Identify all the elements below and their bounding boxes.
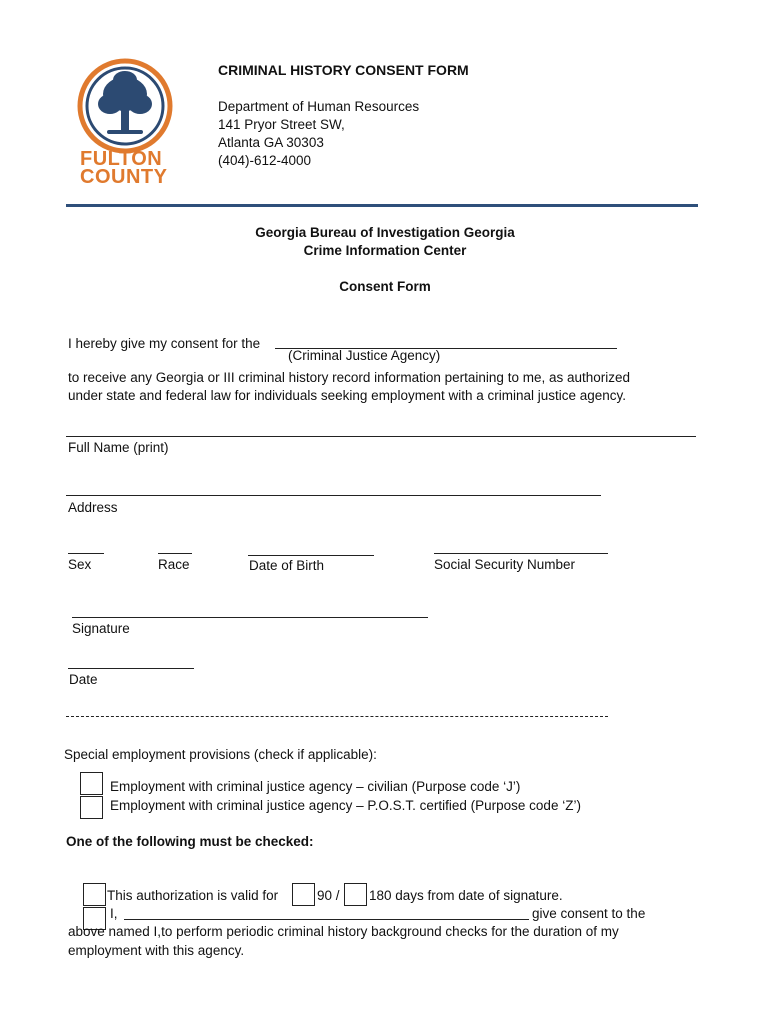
city-state-zip: Atlanta GA 30303 bbox=[218, 135, 324, 150]
address-line[interactable] bbox=[66, 495, 601, 496]
periodic-line3: employment with this agency. bbox=[68, 943, 245, 958]
authorization-checkbox[interactable] bbox=[83, 883, 106, 906]
race-label: Race bbox=[158, 557, 190, 572]
tree-seal-icon bbox=[75, 56, 175, 156]
full-name-line[interactable] bbox=[66, 436, 696, 437]
ssn-label: Social Security Number bbox=[434, 557, 576, 572]
periodic-prefix: I, bbox=[110, 906, 118, 921]
date-line[interactable] bbox=[68, 668, 194, 669]
dashed-separator bbox=[66, 716, 608, 717]
civilian-option-label: Employment with criminal justice agency – civilian (Purpose code ‘J’) bbox=[110, 779, 521, 794]
fulton-county-logo bbox=[70, 56, 180, 191]
required-heading: One of the following must be checked: bbox=[66, 834, 314, 849]
periodic-name-line[interactable] bbox=[124, 919, 529, 920]
dob-line[interactable] bbox=[248, 555, 374, 556]
dob-label: Date of Birth bbox=[249, 558, 325, 573]
one-eighty-days-label: 180 days from date of signature. bbox=[369, 888, 563, 903]
ssn-line[interactable] bbox=[434, 553, 608, 554]
consent-form-title: Consent Form bbox=[339, 279, 431, 294]
form-title: CRIMINAL HISTORY CONSENT FORM bbox=[218, 62, 469, 78]
authorization-prefix: This authorization is valid for bbox=[107, 888, 279, 903]
post-checkbox[interactable] bbox=[80, 796, 103, 819]
consent-intro: I hereby give my consent for the bbox=[68, 336, 261, 351]
agency-caption: (Criminal Justice Agency) bbox=[288, 348, 441, 363]
post-option-label: Employment with criminal justice agency – P.O.S.T. certified (Purpose code ‘Z’) bbox=[110, 798, 581, 813]
periodic-suffix: give consent to the bbox=[532, 906, 646, 921]
race-line[interactable] bbox=[158, 553, 192, 554]
logo-text-county: COUNTY bbox=[80, 166, 168, 188]
consent-body-line2: under state and federal law for individuals seeking employment with a criminal justice agency. bbox=[68, 388, 627, 403]
street-address: 141 Pryor Street SW, bbox=[218, 117, 345, 132]
sex-label: Sex bbox=[68, 557, 92, 572]
ninety-days-checkbox[interactable] bbox=[292, 883, 315, 906]
one-eighty-days-checkbox[interactable] bbox=[344, 883, 367, 906]
phone-number: (404)-612-4000 bbox=[218, 153, 312, 168]
address-label: Address bbox=[68, 500, 118, 515]
date-label: Date bbox=[69, 672, 98, 687]
ninety-days-label: 90 / bbox=[317, 888, 340, 903]
header-divider bbox=[66, 204, 698, 207]
signature-line[interactable] bbox=[72, 617, 428, 618]
gbi-title: Georgia Bureau of Investigation Georgia bbox=[255, 225, 515, 240]
logo-text-fulton: FULTON bbox=[80, 148, 163, 170]
sex-line[interactable] bbox=[68, 553, 104, 554]
department-name: Department of Human Resources bbox=[218, 99, 420, 114]
civilian-checkbox[interactable] bbox=[80, 772, 103, 795]
full-name-label: Full Name (print) bbox=[68, 440, 169, 455]
gcic-title: Crime Information Center bbox=[303, 243, 467, 258]
periodic-line2: above named I,to perform periodic criminal history background checks for the duration of my bbox=[68, 924, 619, 939]
special-provisions-heading: Special employment provisions (check if applicable): bbox=[64, 747, 377, 762]
consent-body-line1: to receive any Georgia or III criminal history record information pertaining to me, as authorized bbox=[68, 370, 631, 385]
signature-label: Signature bbox=[72, 621, 130, 636]
